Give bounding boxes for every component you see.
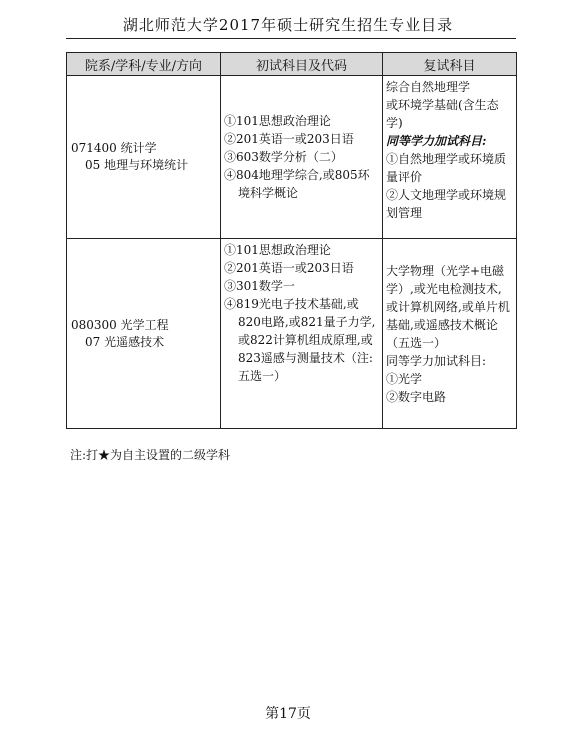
- catalog-table: [66, 52, 517, 429]
- retest-item: ①自然地理学或环境质量评价: [386, 152, 507, 184]
- retest-item: ②数字电路: [386, 389, 447, 404]
- exam-subject: ②201英语一或203日语: [224, 132, 354, 146]
- major-cell: [67, 76, 221, 239]
- column-header-exam: 初试科目及代码: [221, 53, 383, 76]
- direction: 07 光遥感技术: [85, 334, 165, 349]
- major-code: 080300 光学工程: [71, 317, 169, 332]
- retest-cell: [383, 76, 517, 239]
- retest-cell: [383, 239, 517, 429]
- retest-extra-heading: 同等学力加试科目:: [386, 134, 487, 148]
- table-row: [67, 76, 517, 239]
- page-title: 湖北师范大学2017年硕士研究生招生专业目录: [122, 16, 454, 34]
- column-header-major: 院系/学科/专业/方向: [67, 53, 221, 76]
- major-cell: [67, 239, 221, 429]
- retest-item: 综合自然地理学: [386, 80, 471, 94]
- page-number: 第17页: [265, 706, 311, 722]
- exam-subject: ②201英语一或203日语: [224, 261, 354, 275]
- exam-subjects-cell: [221, 239, 383, 429]
- retest-item: ①光学: [386, 371, 423, 386]
- retest-item: 或环境学基础(含生态学): [386, 98, 499, 130]
- footnote: 注:打★为自主设置的二级学科: [70, 448, 231, 462]
- exam-subject: ④804地理学综合,或805环境科学概论: [224, 168, 370, 200]
- exam-subject: ①101思想政治理论: [224, 114, 331, 128]
- table-header-row: [67, 53, 517, 76]
- exam-subject: ③301数学一: [224, 279, 295, 293]
- retest-item: 大学物理（光学+电磁学）,或光电检测技术,或计算机网络,或单片机基础,或遥感技术概论（五选一）: [386, 263, 510, 350]
- table-row: [67, 239, 517, 429]
- retest-extra-heading: 同等学力加试科目:: [386, 353, 487, 368]
- direction: 05 地理与环境统计: [85, 158, 189, 172]
- header-rule: [66, 38, 516, 39]
- column-header-retest: 复试科目: [383, 53, 517, 76]
- exam-subjects-cell: [221, 76, 383, 239]
- exam-subject: ③603数学分析（二）: [224, 150, 343, 164]
- major-code: 071400 统计学: [71, 141, 157, 155]
- exam-subject: ①101思想政治理论: [224, 243, 331, 257]
- exam-subject: ④819光电子技术基础,或820电路,或821量子力学,或822计算机组成原理,或823遥感与测量技术（注:五选一）: [224, 297, 376, 383]
- retest-item: ②人文地理学或环境规划管理: [386, 188, 507, 220]
